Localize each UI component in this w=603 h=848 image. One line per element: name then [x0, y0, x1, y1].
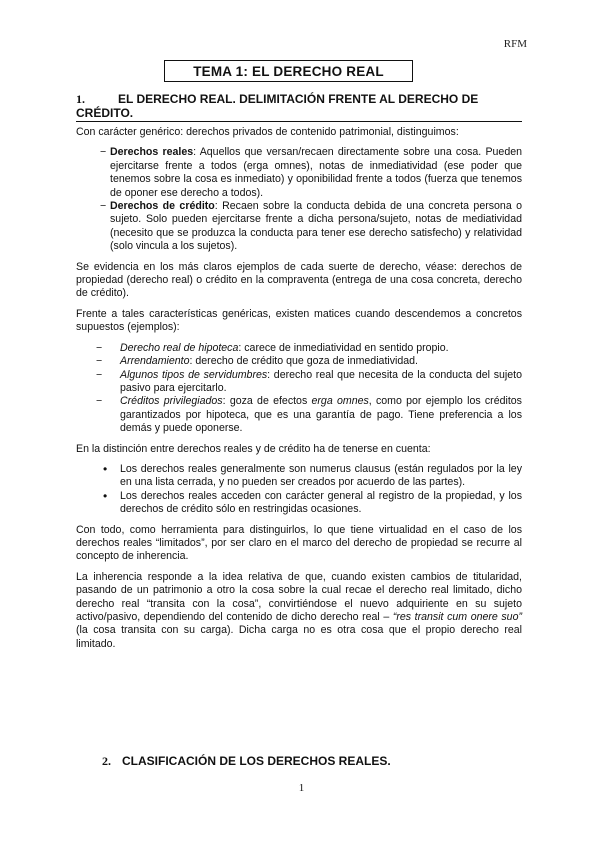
- list-item: [76, 369, 522, 396]
- inherence-paragraph: [76, 571, 522, 651]
- definition-text: : Aquellos que versan/recaen directamente sobre una cosa. Pueden ejercitarse frente a todos (erga omnes), notas de inmediatividad (ese poder que tenemos sobre la cosa es inmediato) y oponibilidad frente a todos (fuerza que tenemos de oponer ese derecho a todos).: [110, 146, 522, 199]
- intro-paragraph: Con carácter genérico: derechos privados de contenido patrimonial, distinguimos:: [76, 126, 459, 138]
- section-2-heading: [76, 754, 522, 769]
- section-1-heading: [76, 92, 522, 120]
- definition-text: : Recaen sobre la conducta debida de una concreta persona o sujeto. Solo pueden ejercitarse frente a dicha persona/sujeto, notas de mediatividad (necesito que se produzca la conducta para tener ese derecho satisfecho) y relatividad (solo vincula a los sujetos).: [110, 200, 522, 253]
- section-1-title: EL DERECHO REAL. DELIMITACIÓN FRENTE AL DERECHO DE CRÉDITO.: [76, 92, 479, 120]
- page-title: TEMA 1: EL DERECHO REAL: [164, 60, 413, 82]
- examples-list: [76, 342, 522, 436]
- dash-marker: −: [96, 341, 103, 354]
- header-initials: RFM: [503, 38, 527, 50]
- nuances-paragraph: Frente a tales características genéricas, existen matices cuando descendemos a concretos supuestos (ejemplos):: [76, 307, 522, 334]
- latin-quote: “res transit cum onere suo”: [392, 611, 522, 623]
- list-item: [76, 200, 522, 254]
- tool-paragraph: Con todo, como herramienta para distinguirlos, lo que tiene virtualidad en el caso de los derechos reales “limitados”, por ser claro en el marco del derecho de propiedad se recurre al concepto de inherencia.: [76, 523, 522, 563]
- dash-marker: −: [96, 368, 103, 381]
- list-item: [76, 355, 522, 368]
- section-1-number: 1.: [76, 92, 85, 106]
- definition-term: Derechos reales: [110, 146, 194, 159]
- dash-marker: −: [100, 146, 107, 159]
- dash-marker: −: [96, 355, 103, 368]
- example-text: : carece de inmediatividad en sentido propio.: [238, 341, 449, 354]
- list-item: [76, 490, 522, 517]
- list-item: [76, 463, 522, 490]
- example-term: Arrendamiento: [120, 355, 190, 368]
- definitions-list: [76, 146, 522, 253]
- list-item: [76, 146, 522, 200]
- example-term-latin: erga omnes: [311, 395, 369, 408]
- distinction-bullets: [76, 463, 522, 517]
- list-item: [76, 395, 522, 435]
- example-text: : goza de efectos: [222, 395, 312, 408]
- page-number: 1: [298, 782, 305, 794]
- example-term: Derecho real de hipoteca: [120, 341, 239, 354]
- inherence-text: La inherencia responde a la idea relativa de que, cuando existen cambios de titularidad, pasando de un patrimonio a otro la cosa sobre la cual recae el derecho real limitado, dicho derecho real “transita con la cosa”, convirtiéndose el nuevo adquiriente en su sujeto activo/pasivo, dependiendo del contenido de dicho derecho real –: [76, 570, 522, 623]
- definition-term: Derechos de crédito: [110, 200, 215, 213]
- list-item: [76, 342, 522, 355]
- section-2-number: 2.: [102, 754, 111, 768]
- bullet-marker: •: [103, 488, 108, 503]
- dash-marker: −: [100, 200, 107, 213]
- evidence-paragraph: Se evidencia en los más claros ejemplos de cada suerte de derecho, véase: derechos de propiedad (derecho real) o crédito en la compraventa (entrega de una cosa concreta, derecho de crédito).: [76, 260, 522, 300]
- example-term: Algunos tipos de servidumbres: [120, 368, 268, 381]
- example-text: , como por ejemplo los créditos garantizados por hipoteca, que es una garantía de pago. Tiene preferencia a los demás y puede oponerse.: [120, 395, 522, 435]
- dash-marker: −: [96, 395, 103, 408]
- bullet-marker: •: [103, 461, 108, 476]
- example-term: Créditos privilegiados: [120, 395, 223, 408]
- section-1: [76, 92, 522, 658]
- inherence-text-end: (la cosa transita con su carga). Dicha carga no es otra cosa que el propio derecho real limitado.: [76, 624, 522, 650]
- distinction-paragraph: En la distinción entre derechos reales y de crédito ha de tenerse en cuenta:: [76, 442, 431, 455]
- heading-underline: [76, 121, 522, 122]
- bullet-text: Los derechos reales acceden con carácter general al registro de la propiedad, y los derechos de crédito sólo en restringidas ocasiones.: [120, 489, 522, 516]
- section-2-title: CLASIFICACIÓN DE LOS DERECHOS REALES.: [122, 754, 391, 768]
- example-text: : derecho real que necesita de la conducta del sujeto pasivo para ejercitarlo.: [120, 368, 522, 394]
- example-text: : derecho de crédito que goza de inmediatividad.: [189, 355, 419, 368]
- bullet-text: Los derechos reales generalmente son numerus clausus (están regulados por la ley en una lista cerrada, y no pueden ser creados por acuerdo de las partes).: [120, 462, 522, 489]
